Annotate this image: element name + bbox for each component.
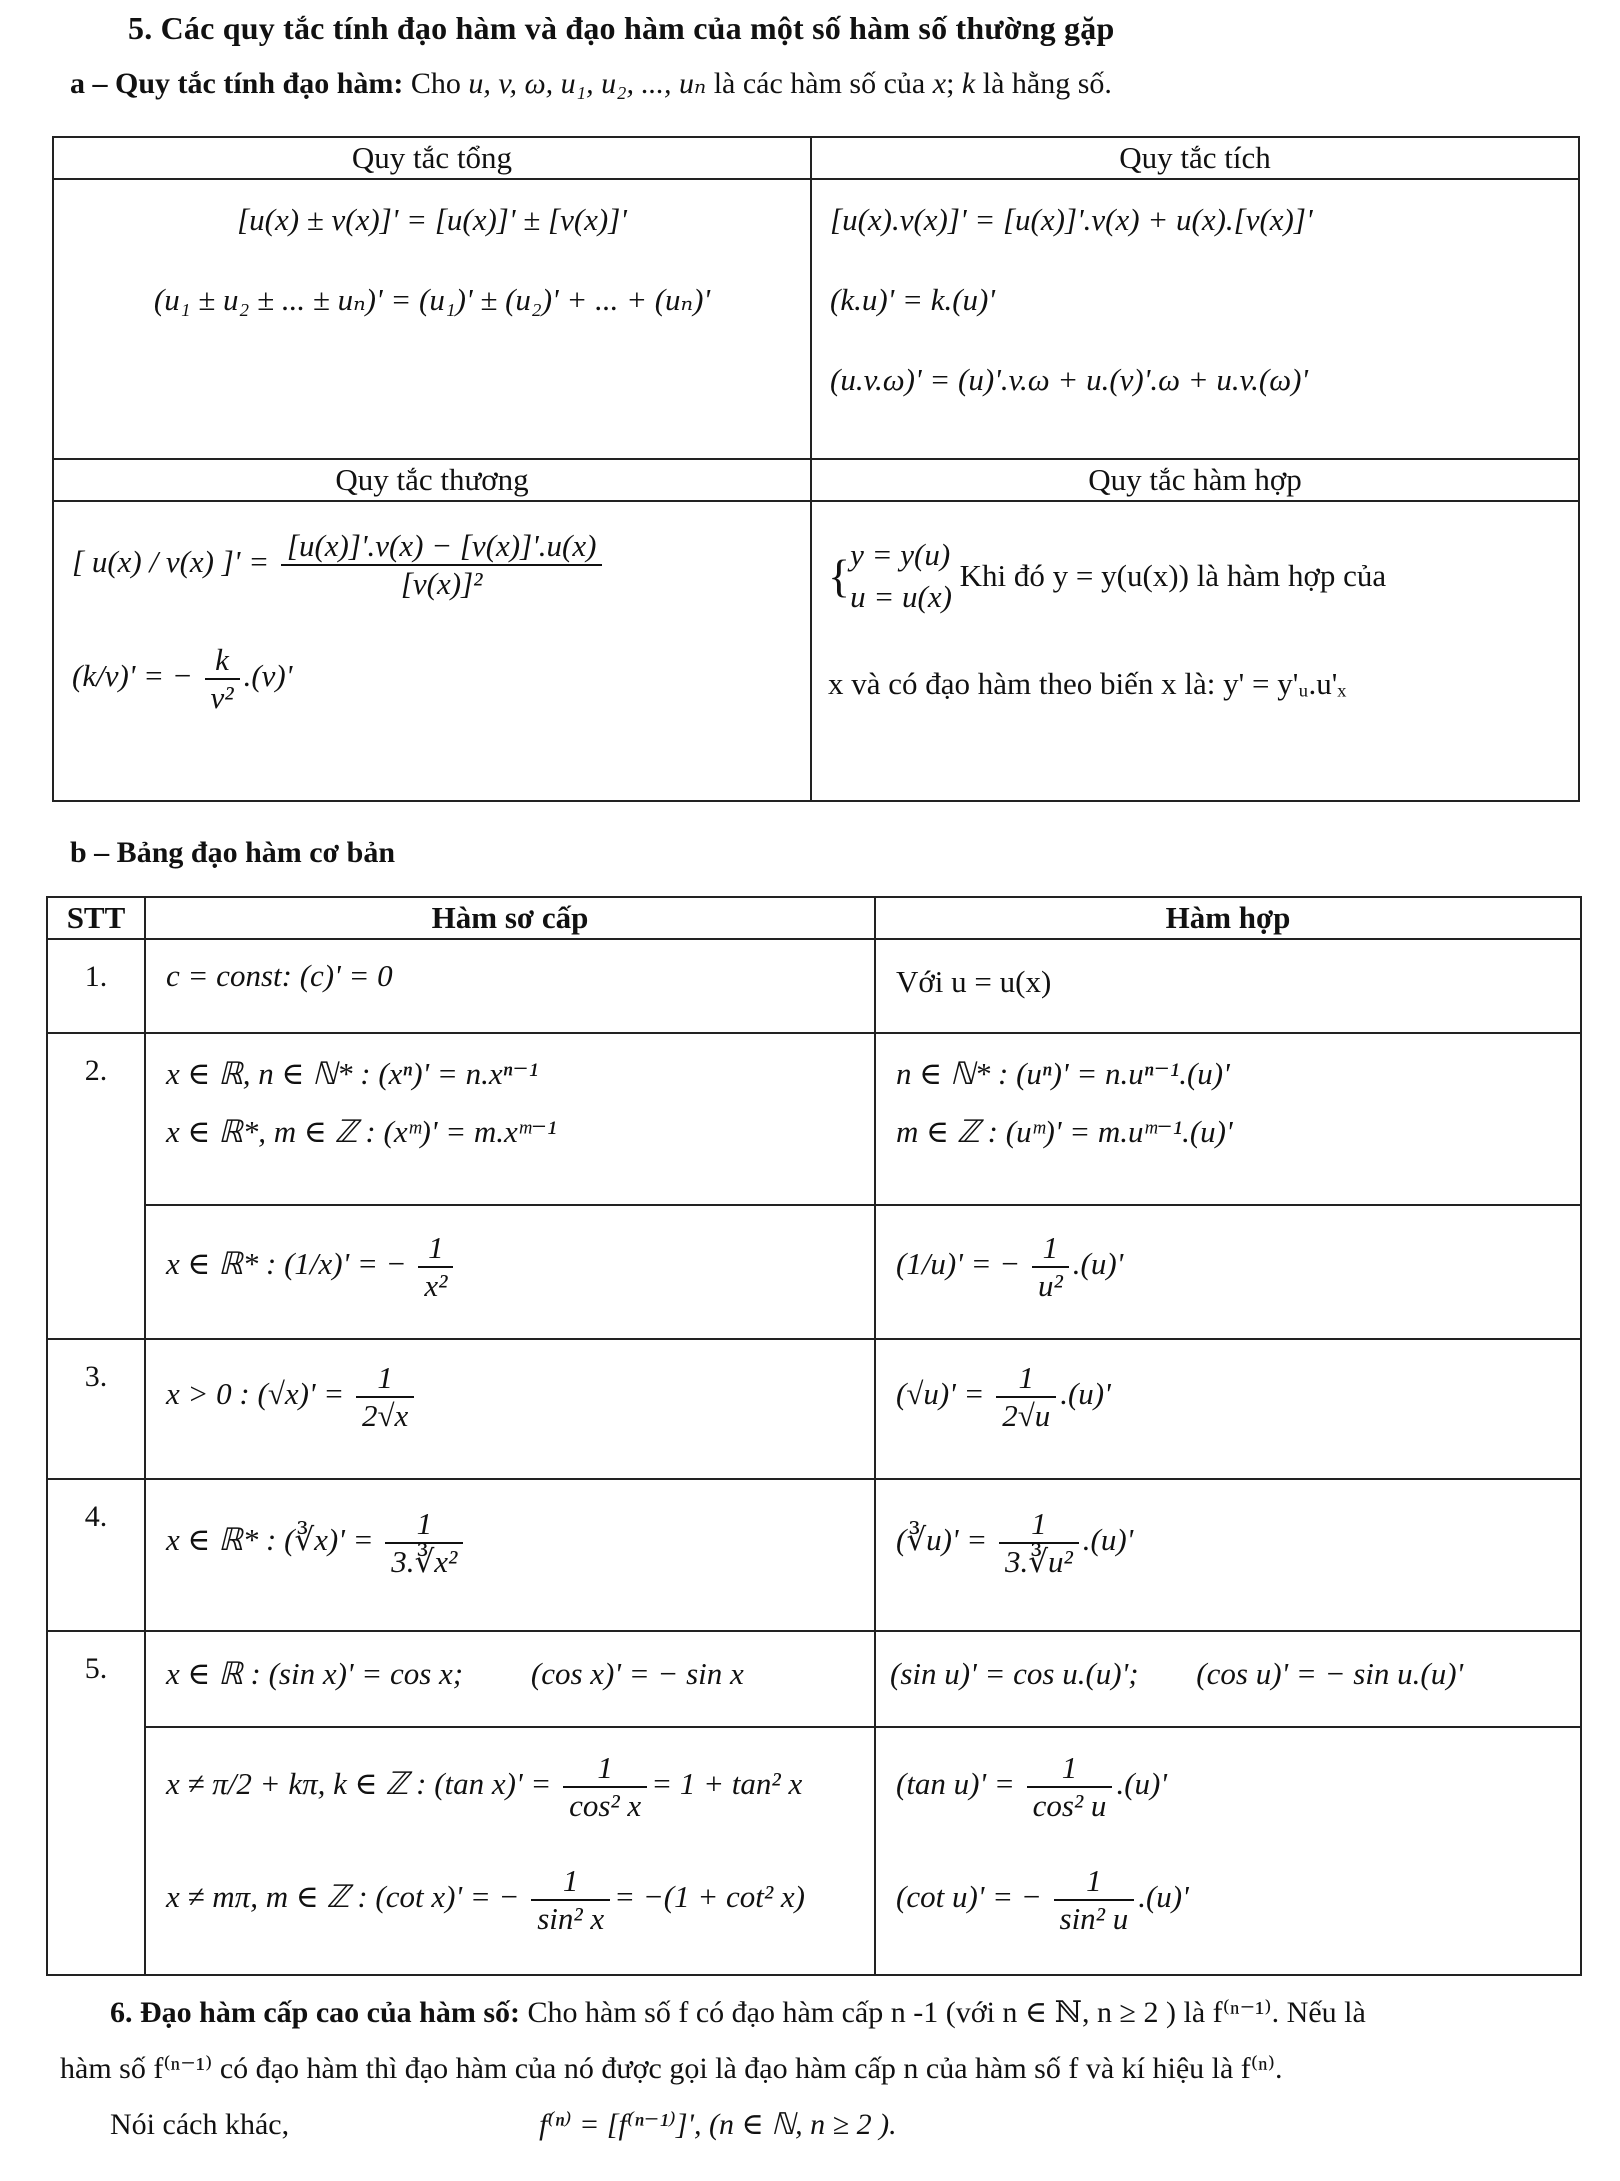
- section-6-p1: Cho hàm số f có đạo hàm cấp n -1 (với n ∈ ℕ, n ≥ 2 ) là f⁽ⁿ⁻¹⁾. Nếu là: [520, 1996, 1366, 2029]
- composite-text-2: x và có đạo hàm theo biến x là: y' = y'ᵤ.u'ₓ: [828, 666, 1347, 701]
- row-4-stt: 4.: [47, 1479, 145, 1631]
- composite-rule-cell: [811, 501, 1579, 801]
- composite-system-1: y = y(u): [850, 537, 951, 572]
- row-5c-composite: [875, 1851, 1581, 1975]
- row-5c-elem-tail: = −(1 + cot² x): [614, 1879, 806, 1915]
- row-4-elem-lhs: x ∈ ℝ* : (∛x)' =: [166, 1522, 374, 1558]
- row-5b-comp-num: 1: [1061, 1750, 1078, 1785]
- row-5b-elem-frac: [563, 1750, 647, 1824]
- row-4-elem-frac: [385, 1506, 463, 1580]
- row-5c-elementary: [145, 1851, 875, 1975]
- row-5b-composite: [875, 1727, 1581, 1851]
- quotient2-fraction: [205, 642, 240, 716]
- row-5c-elem-num: 1: [562, 1863, 579, 1898]
- row-4-comp-num: 1: [1031, 1506, 1047, 1541]
- row-2-elementary-2: x ∈ ℝ*, m ∈ ℤ : (xᵐ)' = m.xᵐ⁻¹: [166, 1114, 557, 1149]
- col-stt: STT: [47, 897, 145, 939]
- composite-line-1: [828, 534, 1578, 618]
- subsection-b: b – Bảng đạo hàm cơ bản: [70, 836, 396, 869]
- row-3-comp-num: 1: [1018, 1360, 1034, 1395]
- composite-system-2: u = u(x): [850, 579, 952, 614]
- row-3-composite: [875, 1339, 1581, 1479]
- row-5b-elem-lhs: x ≠ π/2 + kπ, k ∈ ℤ : (tan x)' =: [166, 1766, 552, 1802]
- quotient-fraction: [281, 528, 603, 602]
- quotient-denominator: [v(x)]²: [281, 564, 603, 602]
- row-5c-comp-num: 1: [1086, 1863, 1102, 1898]
- subsection-a-k: k: [961, 67, 976, 100]
- product-formula-1: [u(x).v(x)]' = [u(x)]'.v(x) + u(x).[v(x)]': [830, 202, 1313, 237]
- quotient-rule-cell: [53, 501, 811, 801]
- row-2b-elem-frac: [418, 1230, 453, 1304]
- row-5b-elem-tail: = 1 + tan² x: [651, 1766, 803, 1802]
- row-2-composite: [875, 1033, 1581, 1205]
- section-6-line-3: [60, 2097, 1580, 2153]
- row-3-comp-lhs: (√u)' =: [896, 1376, 985, 1412]
- section-6-label: 6. Đạo hàm cấp cao của hàm số:: [110, 1996, 520, 2029]
- row-2b-comp-num: 1: [1042, 1230, 1059, 1265]
- row-2b-elem-num: 1: [428, 1230, 444, 1265]
- quotient2-lhs: (k/v)' = −: [72, 658, 193, 694]
- row-5b-comp-tail: .(u)': [1116, 1766, 1167, 1802]
- row-4-elem-den: 3.∛x²: [385, 1542, 463, 1580]
- row-5b-comp-den: cos² u: [1027, 1786, 1113, 1824]
- row-3-elem-den: 2√x: [356, 1396, 414, 1434]
- quotient2-tail: .(v)': [243, 658, 293, 694]
- row-5-elementary: [145, 1631, 875, 1727]
- row-2-composite-2: m ∈ ℤ : (uᵐ)' = m.uᵐ⁻¹.(u)': [896, 1114, 1233, 1149]
- section-6-line-1: [60, 1985, 1580, 2041]
- section-6: [60, 1985, 1580, 2153]
- row-2b-elementary: [145, 1205, 875, 1339]
- row-5b-elementary: [145, 1727, 875, 1851]
- quotient-rule-title: Quy tắc thương: [53, 459, 811, 501]
- row-2b-elem-den: x²: [418, 1266, 453, 1304]
- row-2b-comp-lhs: (1/u)' = −: [896, 1246, 1021, 1282]
- subsection-a-text3: ;: [946, 67, 962, 100]
- row-2b-composite: [875, 1205, 1581, 1339]
- row-4-comp-tail: .(u)': [1082, 1522, 1134, 1558]
- row-5-composite: [875, 1631, 1581, 1727]
- row-3-elem-frac: [356, 1360, 414, 1434]
- row-2b-comp-frac: [1032, 1230, 1069, 1304]
- row-5-elem-b: (cos x)' = − sin x: [530, 1656, 744, 1691]
- row-5-elem-a: x ∈ ℝ : (sin x)' = cos x;: [166, 1656, 464, 1691]
- sum-formula-1: [u(x) ± v(x)]' = [u(x)]' ± [v(x)]': [237, 202, 627, 237]
- quotient2-numerator: k: [215, 642, 229, 677]
- row-1-elementary: c = const: (c)' = 0: [145, 939, 875, 1033]
- section-6-p2: hàm số f⁽ⁿ⁻¹⁾ có đạo hàm thì đạo hàm của nó được gọi là đạo hàm cấp n của hàm số f và kí hiệu là f⁽ⁿ⁾.: [60, 2052, 1283, 2085]
- sum-formula-2: (u₁ ± u₂ ± ... ± uₙ)' = (u₁)' ± (u₂)' + ... + (uₙ)': [153, 282, 711, 317]
- sum-rule-cell: [53, 179, 811, 459]
- subsection-a-text4: là hằng số.: [975, 67, 1112, 100]
- system-brace: {: [828, 550, 851, 602]
- subsection-a-text1: Cho: [403, 67, 469, 100]
- quotient-formula-1: [72, 528, 810, 602]
- product-formula-2: (k.u)' = k.(u)': [830, 282, 995, 317]
- row-5-stt: 5.: [47, 1631, 145, 1975]
- row-4-composite: [875, 1479, 1581, 1631]
- row-2-composite-1: n ∈ ℕ* : (uⁿ)' = n.uⁿ⁻¹.(u)': [896, 1056, 1230, 1091]
- subsection-a: [70, 66, 1112, 101]
- row-4-elem-num: 1: [416, 1506, 433, 1541]
- row-5c-elem-lhs: x ≠ mπ, m ∈ ℤ : (cot x)' = −: [166, 1879, 520, 1915]
- basic-derivatives-table: [46, 896, 1582, 1976]
- quotient-numerator: [u(x)]'.v(x) − [v(x)]'.u(x): [286, 528, 597, 563]
- row-3-elem-num: 1: [377, 1360, 393, 1395]
- row-5b-elem-num: 1: [597, 1750, 613, 1785]
- row-5-comp-b: (cos u)' = − sin u.(u)': [1196, 1656, 1464, 1691]
- row-3-comp-tail: .(u)': [1060, 1376, 1111, 1412]
- row-5c-elem-den: sin² x: [531, 1899, 610, 1937]
- row-1-composite: Với u = u(x): [875, 939, 1581, 1033]
- row-3-stt: 3.: [47, 1339, 145, 1479]
- product-rule-cell: [811, 179, 1579, 459]
- section-5-heading: 5. Các quy tắc tính đạo hàm và đạo hàm của một số hàm số thường gặp: [128, 10, 1115, 46]
- row-4-comp-den: 3.∛u²: [999, 1542, 1079, 1580]
- composite-text-1: Khi đó y = y(u(x)) là hàm hợp của: [951, 558, 1387, 593]
- row-2b-elem-lhs: x ∈ ℝ* : (1/x)' = −: [166, 1246, 407, 1282]
- row-5c-comp-tail: .(u)': [1138, 1879, 1189, 1915]
- section-6-p3b: f⁽ⁿ⁾ = [f⁽ⁿ⁻¹⁾]', (n ∈ ℕ, n ≥ 2 ).: [539, 2108, 897, 2141]
- quotient-formula-2: [72, 642, 810, 716]
- col-composite: Hàm hợp: [875, 897, 1581, 939]
- row-2b-comp-tail: .(u)': [1072, 1246, 1124, 1282]
- row-2-stt: 2.: [47, 1033, 145, 1339]
- row-5b-elem-den: cos² x: [563, 1786, 647, 1824]
- row-5c-comp-frac: [1054, 1863, 1135, 1937]
- row-4-comp-lhs: (∛u)' =: [896, 1522, 988, 1558]
- subsection-a-vars: u, v, ω, u₁, u₂, ..., uₙ: [468, 67, 707, 100]
- subsection-a-label: a – Quy tắc tính đạo hàm:: [70, 67, 404, 100]
- row-5b-comp-lhs: (tan u)' =: [896, 1766, 1015, 1802]
- quotient-lhs: [ u(x) / v(x) ]' =: [72, 544, 270, 580]
- row-5c-elem-frac: [531, 1863, 610, 1937]
- section-6-p3a: Nói cách khác,: [110, 2108, 290, 2141]
- row-3-elementary: [145, 1339, 875, 1479]
- row-4-elementary: [145, 1479, 875, 1631]
- row-2b-comp-den: u²: [1032, 1266, 1069, 1304]
- row-2-elementary-1: x ∈ ℝ, n ∈ ℕ* : (xⁿ)' = n.xⁿ⁻¹: [166, 1056, 538, 1091]
- row-1-stt: 1.: [47, 939, 145, 1033]
- col-elementary: Hàm sơ cấp: [145, 897, 875, 939]
- product-rule-title: Quy tắc tích: [811, 137, 1579, 179]
- row-5c-comp-den: sin² u: [1054, 1899, 1135, 1937]
- rules-table: [52, 136, 1580, 802]
- row-4-comp-frac: [999, 1506, 1079, 1580]
- product-formula-3: (u.v.ω)' = (u)'.v.ω + u.(v)'.ω + u.v.(ω)': [830, 362, 1309, 397]
- row-5b-comp-frac: [1027, 1750, 1113, 1824]
- row-5c-comp-lhs: (cot u)' = −: [896, 1879, 1042, 1915]
- row-2-elementary: [145, 1033, 875, 1205]
- subsection-a-x: x: [932, 67, 947, 100]
- quotient2-denominator: v²: [205, 678, 240, 716]
- sum-rule-title: Quy tắc tổng: [53, 137, 811, 179]
- row-5-comp-a: (sin u)' = cos u.(u)';: [890, 1656, 1139, 1691]
- row-3-elem-lhs: x > 0 : (√x)' =: [166, 1376, 345, 1412]
- row-3-comp-frac: [996, 1360, 1056, 1434]
- row-3-comp-den: 2√u: [996, 1396, 1056, 1434]
- subsection-a-text2: là các hàm số của: [706, 67, 933, 100]
- composite-rule-title: Quy tắc hàm hợp: [811, 459, 1579, 501]
